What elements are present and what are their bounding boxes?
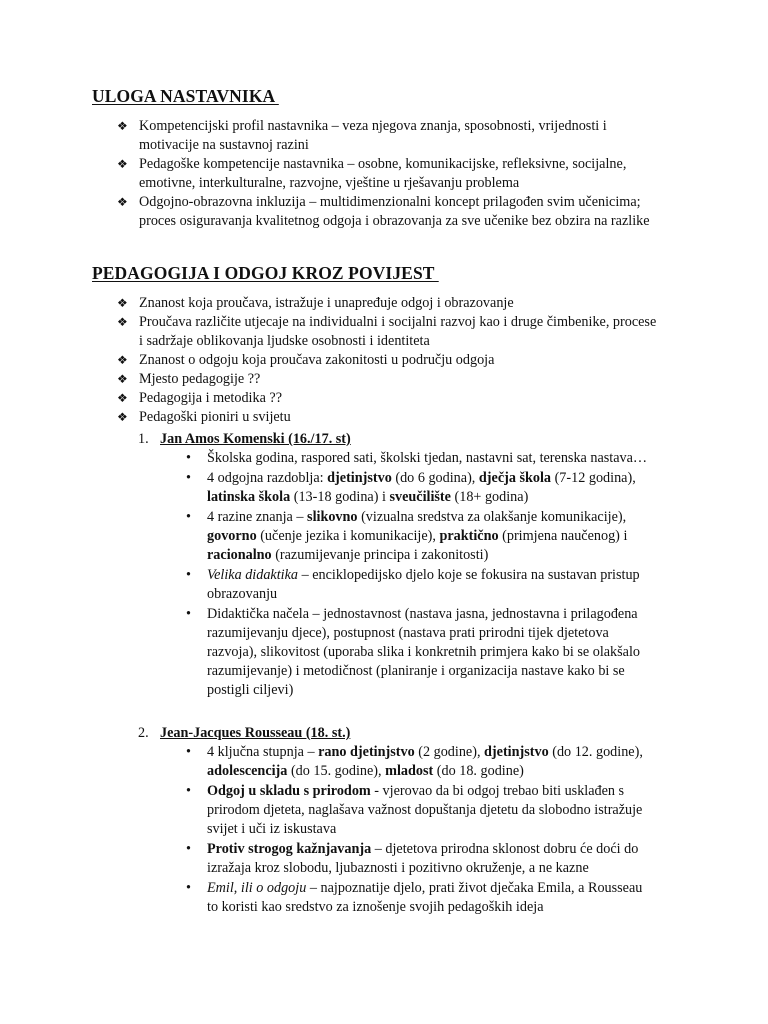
pioneer-komenski [0, 430, 660, 700]
pioneer-points [160, 449, 660, 700]
point-text: (vizualna sredstva za olakšanje komunikacije), [357, 509, 627, 525]
point-text: – djetetova prirodna sklonost dobru će doći do izražaja kroz slobodu, ljubaznosti i pozitivno okruženje, a ne kazne [207, 841, 639, 876]
point-text: (2 godine), [414, 744, 485, 760]
point-text: mladost [385, 763, 434, 779]
point-text: praktično [439, 528, 499, 544]
point-text: (18+ godina) [450, 489, 529, 505]
pioneer-point [160, 743, 652, 781]
list-item: ❖ Znanost koja proučava, istražuje i unapređuje odgoj i obrazovanje [0, 294, 657, 313]
list-uloga-nastavnika [0, 117, 657, 231]
point-text: djetinjstvo [327, 470, 392, 486]
point-text: djetinjstvo [484, 744, 549, 760]
point-text: 4 razine znanja – [207, 509, 308, 525]
point-text: Didaktička načela – jednostavnost (nastava jasna, jednostavna i prilagođena razumijevanju djece), postupnost (nastava prati prirodni tijek djetetova razvoja), slikovitost (uporaba slika i konkretnih primjera kako bi se olakšalo razumijevanje) i metodičnost (planiranje i organizacija nastave kako bi se postigli ciljevi) [207, 606, 641, 698]
pioneer-list-2 [0, 724, 660, 917]
point-text: (primjena naučenog) i [498, 528, 628, 544]
point-text: (učenje jezika i komunikacije), [256, 528, 440, 544]
list-item: ❖ Kompetencijski profil nastavnika – veza njegova znanja, sposobnosti, vrijednosti i motivacije na sustavnoj razini [0, 117, 657, 155]
pioneer-point [160, 840, 652, 878]
list-item: ❖ Pedagoške kompetencije nastavnika – osobne, komunikacijske, refleksivne, socijalne, emotivne, interkulturalne, razvojne, vještine u rješavanju problema [0, 155, 657, 193]
list-pedagogija [0, 294, 657, 427]
pioneer-name: Jean-Jacques Rousseau (18. st.) [160, 725, 351, 741]
list-item: ❖ Pedagoški pioniri u svijetu [0, 408, 657, 427]
point-text: – enciklopedijsko djelo koje se fokusira na sustavan pristup obrazovanju [207, 567, 640, 602]
point-text: (do 12. godine), [548, 744, 643, 760]
pioneer-points [160, 743, 660, 917]
point-text: racionalno [207, 547, 272, 563]
point-text: 4 ključna stupnja – [207, 744, 319, 760]
pioneer-point [160, 508, 652, 565]
pioneer-point [160, 782, 652, 839]
pioneer-number: 2. [138, 725, 149, 741]
point-text: slikovno [307, 509, 358, 525]
point-text: - vjerovao da bi odgoj trebao biti usklađen s prirodom djeteta, naglašava važnost dopuštanja djetetu da slobodno istražuje svijet i uči iz iskustava [207, 783, 643, 837]
section-title-pedagogija: PEDAGOGIJA I ODGOJ KROZ POVIJEST [92, 263, 439, 283]
list-item: ❖ Mjesto pedagogije ?? [0, 370, 657, 389]
point-text: (do 15. godine), [287, 763, 386, 779]
pioneer-point [160, 879, 652, 917]
pioneer-rousseau [0, 724, 660, 917]
point-text: sveučilište [389, 489, 451, 505]
point-text: (do 6 godina), [391, 470, 479, 486]
pioneer-name: Jan Amos Komenski (16./17. st) [160, 431, 351, 447]
section-title-uloga-nastavnika: ULOGA NASTAVNIKA [92, 86, 279, 106]
pioneer-list-1 [0, 430, 660, 700]
point-text: govorno [207, 528, 257, 544]
point-text: latinska škola [207, 489, 291, 505]
pioneer-point [160, 469, 652, 507]
pioneer-point [160, 566, 652, 604]
point-text: (do 18. godine) [433, 763, 524, 779]
point-text: Velika didaktika [207, 567, 299, 583]
list-item: ❖ Odgojno-obrazovna inkluzija – multidimenzionalni koncept prilagođen svim učenicima; proces osiguravanja kvalitetnog odgoja i obrazovanja za sve učenike bez obzira na razlike [0, 193, 657, 231]
point-text: 4 odgojna razdoblja: [207, 470, 328, 486]
point-text: (razumijevanje principa i zakonitosti) [271, 547, 489, 563]
list-item: ❖ Proučava različite utjecaje na individualni i socijalni razvoj kao i druge čimbenike, procese i sadržaje oblikovanja ljudske osobnosti i identiteta [0, 313, 657, 351]
point-text: – najpoznatije djelo, prati život dječaka Emila, a Rousseau to koristi kao sredstvo za iznošenje svojih pedagoških ideja [207, 880, 643, 915]
list-item: ❖ Pedagogija i metodika ?? [0, 389, 657, 408]
point-text: (13-18 godina) i [290, 489, 390, 505]
pioneer-point [160, 605, 652, 700]
point-text: Emil, ili o odgoju [207, 880, 307, 896]
pioneer-number: 1. [138, 431, 149, 447]
point-text: Školska godina, raspored sati, školski tjedan, nastavni sat, terenska nastava… [207, 450, 648, 466]
point-text: Odgoj u skladu s prirodom [207, 783, 371, 799]
point-text: rano djetinjstvo [318, 744, 415, 760]
point-text: (7-12 godina), [551, 470, 636, 486]
list-item: ❖ Znanost o odgoju koja proučava zakonitosti u području odgoja [0, 351, 657, 370]
pioneer-point [160, 449, 652, 468]
point-text: Protiv strogog kažnjavanja [207, 841, 372, 857]
point-text: adolescencija [207, 763, 288, 779]
point-text: dječja škola [478, 470, 552, 486]
